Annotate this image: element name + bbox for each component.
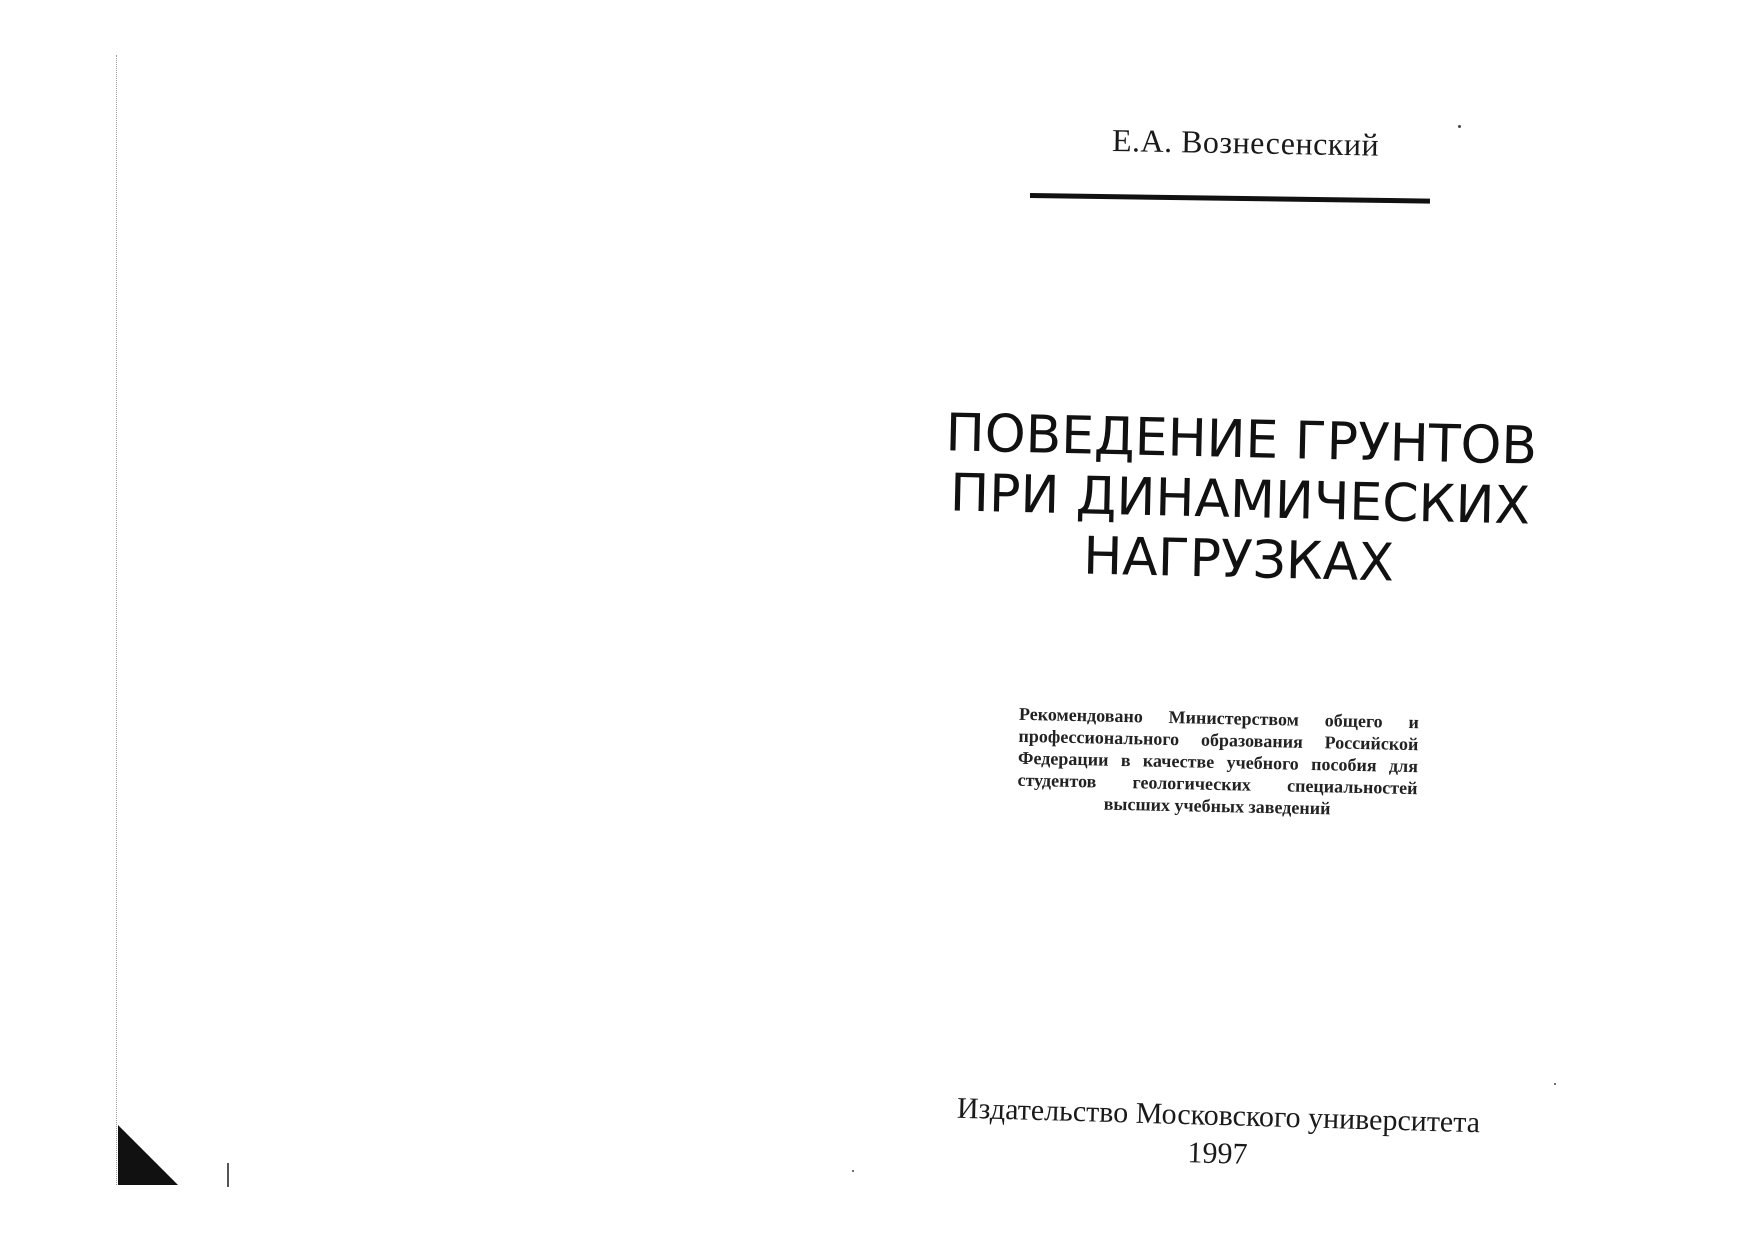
publisher-block xyxy=(947,1089,1489,1180)
author-name: Е.А. Вознесенский xyxy=(1111,122,1380,163)
book-title-line-2: ПРИ ДИНАМИЧЕСКИХ xyxy=(949,463,1531,537)
book-title xyxy=(928,403,1552,597)
left-page-edge xyxy=(116,55,117,1185)
author-rule xyxy=(1030,193,1430,204)
book-title-line-3: НАГРУЗКАХ xyxy=(1082,526,1395,594)
publisher-name: Издательство Московского университета xyxy=(956,1091,1481,1140)
recommendation-note: Рекомендовано Министерством общего и профессионального образования Российской Федерации в качестве учебного пособия для студентов геологических специальностей высших учебных заведений xyxy=(1017,703,1420,819)
scan-mark xyxy=(227,1163,229,1187)
scan-corner-shadow xyxy=(118,1125,198,1185)
book-title-line-1: ПОВЕДЕНИЕ ГРУНТОВ xyxy=(944,403,1538,477)
title-page xyxy=(900,0,1600,1240)
scan-speck xyxy=(852,1170,854,1172)
publication-year: 1997 xyxy=(1187,1136,1248,1171)
